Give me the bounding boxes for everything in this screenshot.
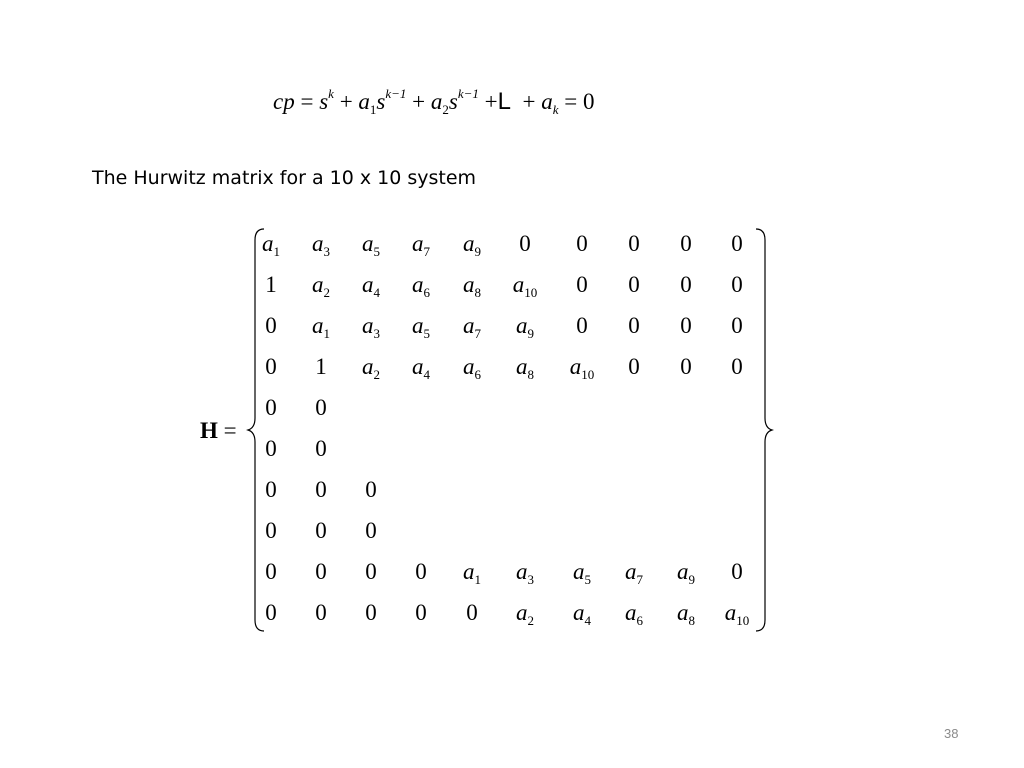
matrix-cell: 0 (576, 313, 588, 338)
matrix-cell: 1 (315, 354, 327, 379)
matrix-cell: 0 (628, 272, 640, 297)
matrix-cell: 0 (265, 600, 277, 625)
matrix-cell: 0 (680, 354, 692, 379)
matrix-cell: 0 (315, 559, 327, 584)
matrix-cell: $a_{10}$ (724, 600, 750, 628)
matrix-cell: 0 (265, 518, 277, 543)
matrix-cell: $a_4$ (573, 600, 591, 628)
last-term-coefficient: a (541, 89, 553, 114)
caption: The Hurwitz matrix for a 10 x 10 system (92, 167, 477, 189)
matrix-cell: 0 (731, 231, 743, 256)
equation-rhs: = 0 (564, 89, 595, 114)
matrix-cell: $a_1$ (463, 559, 481, 587)
matrix-cell: 0 (415, 559, 427, 584)
last-term-operator: + (522, 89, 536, 114)
matrix-cell: $a_3$ (516, 559, 534, 587)
matrix-equals: = (223, 418, 237, 443)
matrix-cell: 0 (365, 477, 377, 502)
equation-equals: = (300, 89, 314, 114)
matrix-label (200, 418, 237, 444)
matrix-cell: 0 (265, 395, 277, 420)
term-s: s (376, 89, 386, 114)
matrix-cell: $a_4$ (362, 272, 380, 300)
matrix-cell: $a_6$ (625, 600, 643, 628)
matrix-cell: 0 (315, 395, 327, 420)
matrix-cell: 0 (576, 231, 588, 256)
matrix-cell: 0 (265, 559, 277, 584)
matrix-cell: 0 (519, 231, 531, 256)
matrix-cell: $a_5$ (412, 313, 430, 341)
matrix-cell: $a_9$ (677, 559, 695, 587)
matrix-cell: 0 (265, 436, 277, 461)
term-exponent: k (328, 86, 334, 101)
matrix-cell: 0 (628, 313, 640, 338)
matrix-cell: $a_5$ (362, 231, 380, 259)
matrix-cell: $a_9$ (516, 313, 534, 341)
matrix-cell: $a_3$ (362, 313, 380, 341)
matrix-cell: $a_4$ (412, 354, 430, 382)
term-operator: + (339, 89, 353, 114)
term-coefficient-subscript: 1 (369, 102, 377, 117)
last-term-subscript: k (552, 102, 559, 117)
matrix-cell: $a_2$ (516, 600, 534, 628)
matrix-cell: $a_8$ (463, 272, 481, 300)
matrix-cell: 0 (731, 354, 743, 379)
matrix-cell: 0 (680, 272, 692, 297)
matrix-cell: 0 (680, 313, 692, 338)
matrix-cell: 0 (365, 559, 377, 584)
equation-lhs: cp (273, 89, 295, 114)
matrix-cell: $a_{10}$ (512, 272, 538, 300)
matrix-cell: $a_2$ (362, 354, 380, 382)
matrix-cell: $a_7$ (412, 231, 430, 259)
matrix-cell: $a_6$ (412, 272, 430, 300)
matrix-cell: 1 (265, 272, 277, 297)
matrix-cell: 0 (315, 518, 327, 543)
term-exponent: k−1 (457, 86, 479, 101)
matrix-cell: 0 (365, 518, 377, 543)
matrix-cell: $a_8$ (516, 354, 534, 382)
term-coefficient: a (358, 89, 370, 114)
ellipsis-glyph: L (497, 88, 511, 115)
matrix-cell: $a_{10}$ (569, 354, 595, 382)
matrix-cell: $a_3$ (312, 231, 330, 259)
matrix-cell: $a_1$ (312, 313, 330, 341)
matrix-cell: 0 (576, 272, 588, 297)
term-s: s (448, 89, 458, 114)
matrix-cell: 0 (731, 313, 743, 338)
matrix-cell: 0 (315, 436, 327, 461)
term-s: s (319, 89, 329, 114)
matrix-cell: 0 (466, 600, 478, 625)
matrix-cell: $a_1$ (262, 231, 280, 259)
matrix-cell: 0 (628, 354, 640, 379)
matrix-cell: $a_2$ (312, 272, 330, 300)
term-coefficient: a (430, 89, 443, 114)
matrix-cell: $a_5$ (573, 559, 591, 587)
page-number: 38 (944, 726, 959, 741)
matrix-cell: $a_7$ (463, 313, 481, 341)
ellipsis-operator: + (484, 89, 498, 114)
matrix-cell: 0 (265, 477, 277, 502)
matrix-symbol: H (200, 418, 218, 443)
term-coefficient-subscript: 2 (442, 102, 449, 117)
matrix-cell: 0 (265, 313, 277, 338)
term-operator: + (412, 89, 426, 114)
matrix-cell: $a_7$ (625, 559, 643, 587)
matrix-cell: $a_6$ (463, 354, 481, 382)
characteristic-equation (273, 88, 595, 116)
matrix-cell: 0 (731, 559, 743, 584)
matrix-cell: 0 (415, 600, 427, 625)
matrix-cell: $a_8$ (677, 600, 695, 628)
matrix-cell: 0 (265, 354, 277, 379)
matrix-cell: $a_9$ (463, 231, 481, 259)
matrix-cell: 0 (628, 231, 640, 256)
term-exponent: k−1 (385, 86, 407, 101)
matrix-cell: 0 (731, 272, 743, 297)
matrix-cell: 0 (315, 600, 327, 625)
matrix-cell: 0 (315, 477, 327, 502)
matrix-cell: 0 (680, 231, 692, 256)
matrix-cell: 0 (365, 600, 377, 625)
